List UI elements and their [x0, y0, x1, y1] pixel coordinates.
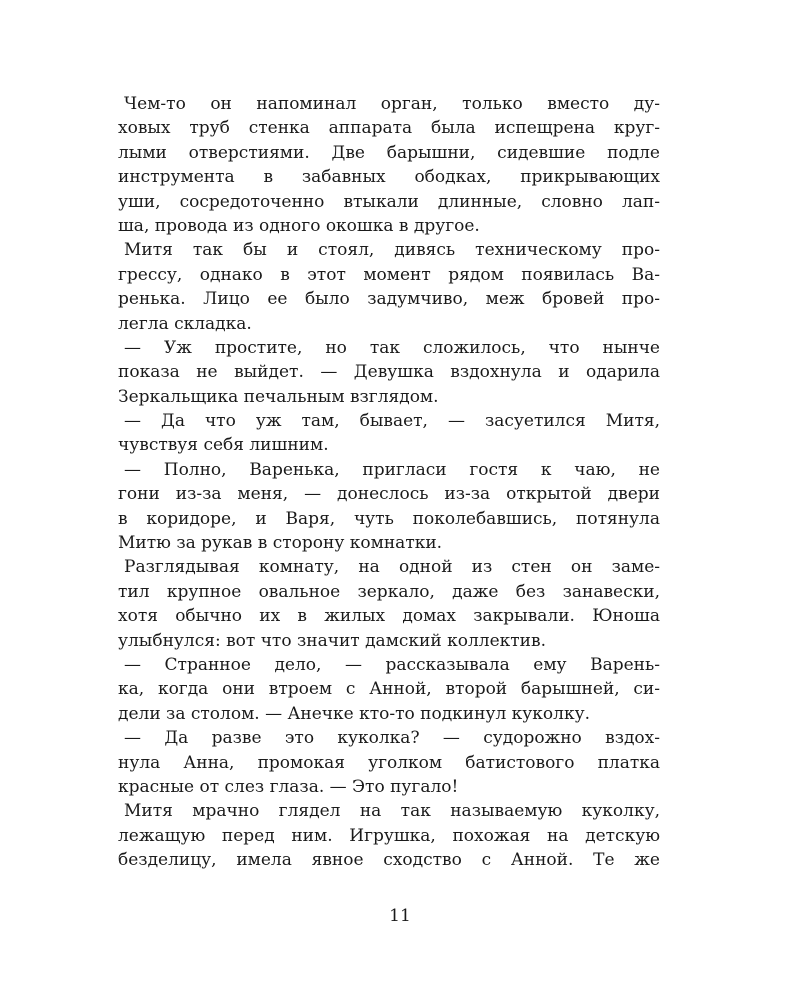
text-line: красные от слез глаза. — Это пугало! — [118, 776, 459, 797]
text-line: — Да что уж там, бывает, — засуетился Митя, — [124, 411, 660, 432]
text-line: — Да разве это куколка? — судорожно вздох- — [124, 728, 660, 749]
text-line: уши, сосредоточенно втыкали длинные, словно лап- — [118, 191, 660, 212]
text-line: легла складка. — [118, 313, 252, 334]
text-line: безделицу, имела явное сходство с Анной. Те же — [118, 850, 660, 871]
page-number: 11 — [389, 906, 411, 926]
text-line: в коридоре, и Варя, чуть поколебавшись, потянула — [118, 508, 660, 529]
text-line: показа не выйдет. — Девушка вздохнула и одарила — [118, 362, 660, 383]
text-line: чувствуя себя лишним. — [118, 435, 329, 456]
text-line: хотя обычно их в жилых домах закрывали. Юноша — [118, 606, 660, 627]
text-line: инструмента в забавных ободках, прикрывающих — [118, 167, 660, 188]
text-line: Зеркальщика печальным взглядом. — [118, 386, 439, 407]
text-line: нула Анна, промокая уголком батистового платка — [118, 752, 660, 773]
text-line: — Полно, Варенька, пригласи гостя к чаю, не — [124, 459, 660, 480]
text-line: — Странное дело, — рассказывала ему Варень- — [124, 654, 660, 675]
text-line: — Уж простите, но так сложилось, что нынче — [124, 337, 660, 358]
text-line: гони из-за меня, — донеслось из-за открытой двери — [118, 484, 660, 505]
text-line: улыбнулся: вот что значит дамский коллектив. — [118, 630, 546, 651]
text-line: дели за столом. — Анечке кто-то подкинул куколку. — [118, 703, 590, 724]
text-line: ша, провода из одного окошка в другое. — [118, 215, 480, 236]
text-line: Разглядывая комнату, на одной из стен он заме- — [124, 557, 660, 578]
text-line: ка, когда они втроем с Анной, второй барышней, си- — [118, 679, 660, 700]
text-line: Митю за рукав в сторону комнатки. — [118, 533, 443, 554]
text-line: Чем-то он напоминал орган, только вместо ду- — [124, 94, 660, 114]
text-line: тил крупное овальное зеркало, даже без занавески, — [118, 581, 660, 602]
text-line: лежащую перед ним. Игрушка, похожая на детскую — [118, 825, 660, 846]
text-line: Митя мрачно глядел на так называемую куколку, — [124, 801, 660, 822]
text-line: лыми отверстиями. Две барышни, сидевшие подле — [118, 142, 660, 163]
text-line: ренька. Лицо ее было задумчиво, меж бровей про- — [118, 289, 660, 310]
text-line: ховых труб стенка аппарата была испещрена круг- — [118, 118, 660, 139]
body-text — [118, 92, 660, 873]
text-line: Митя так бы и стоял, дивясь техническому про- — [124, 240, 660, 261]
text-line: грессу, однако в этот момент рядом появилась Ва- — [118, 264, 660, 285]
